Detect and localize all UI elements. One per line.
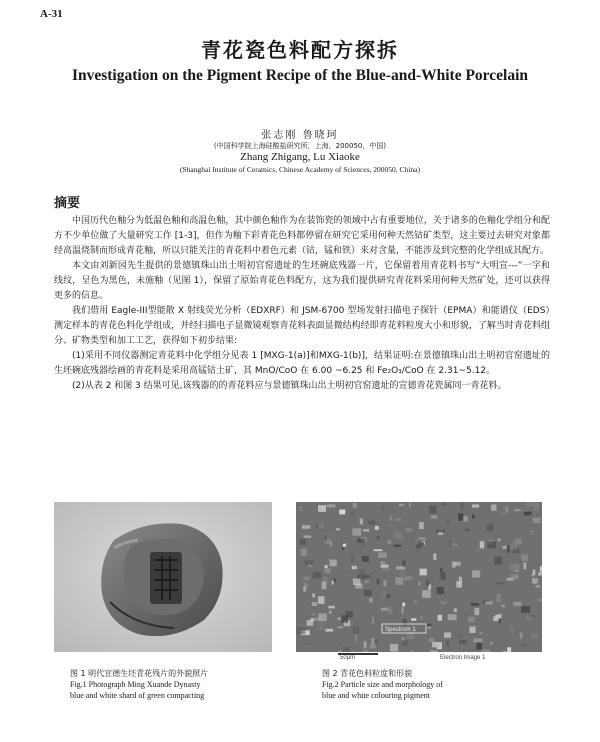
pigment-particle: [429, 638, 434, 642]
pigment-particle: [388, 541, 392, 545]
paragraph-2: 本文由刘新园先生提供的景德镇珠山出土明初官窑遗址的生坯碗底残器一片，它保留着用青花料书写“大明宣---”一字和线纹，呈色为黑色，未施釉（见图 1），保留了原始青花色料配方，这为我们提供研究青花料采用何种天然矿处，还可以获得更多的信息。: [54, 261, 550, 301]
pigment-particle: [364, 590, 372, 596]
pigment-particle: [394, 545, 401, 547]
pigment-particle: [304, 643, 312, 645]
figure-1-shard-photo: [54, 502, 272, 652]
pigment-particle: [330, 560, 337, 567]
pigment-particle: [485, 602, 488, 605]
pigment-particle: [316, 524, 319, 528]
pigment-particle: [418, 582, 420, 586]
pigment-particle: [493, 617, 499, 622]
pigment-particle: [505, 506, 508, 512]
pigment-particle: [422, 590, 431, 598]
pigment-particle: [304, 583, 307, 589]
paragraph-3: 我们借用 Eagle-III型能散 X 射线荧光分析（EDXRF）和 JSM-6700 型场发射扫描电子探针（EPMA）和能谱仪（EDS）测定样本的青花色料化学组成，并经扫描电子显微镜观察青花料表面显微结构经即青花料粒度大小和形貌，了解当时青花料组分、矿物类型和加工工艺，获得如下初步结果:: [54, 306, 550, 346]
pigment-particle: [390, 644, 398, 652]
pigment-particle: [453, 543, 458, 546]
pigment-particle: [534, 503, 540, 510]
pigment-particle: [407, 613, 409, 620]
pigment-particle: [304, 536, 312, 538]
pigment-particle: [416, 544, 422, 548]
pigment-particle: [525, 536, 534, 543]
pigment-particle: [381, 561, 386, 565]
pigment-particle: [399, 570, 404, 577]
pigment-particle: [298, 604, 302, 607]
pigment-particle: [526, 617, 534, 620]
pigment-particle: [520, 644, 525, 647]
page-id: A-31: [40, 8, 63, 20]
pigment-particle: [521, 555, 528, 561]
figure-1-caption: [70, 668, 280, 701]
pigment-particle: [426, 579, 429, 586]
pigment-particle: [382, 505, 385, 512]
pigment-particle: [377, 536, 380, 539]
title-english: Investigation on the Pigment Recipe of the Blue-and-White Porcelain: [71, 67, 529, 84]
pigment-particle: [521, 606, 530, 613]
pigment-particle: [480, 541, 485, 548]
title-chinese: 青花瓷色料配方探拆: [201, 38, 399, 62]
pigment-particle: [430, 506, 437, 514]
pigment-particle: [360, 519, 363, 525]
pigment-particle: [395, 577, 403, 585]
pigment-particle: [396, 566, 405, 569]
pigment-particle: [508, 587, 514, 591]
pigment-particle: [459, 640, 467, 644]
pigment-particle: [325, 629, 333, 632]
pigment-particle: [501, 605, 505, 607]
pigment-particle: [420, 569, 427, 576]
pigment-particle: [536, 650, 539, 653]
pigment-particle: [352, 528, 361, 535]
pigment-particle: [474, 608, 479, 615]
pigment-particle: [433, 553, 436, 560]
pigment-particle: [369, 598, 373, 603]
pigment-particle: [409, 503, 411, 508]
pigment-particle: [402, 640, 408, 646]
pigment-particle: [363, 646, 365, 649]
pigment-particle: [353, 578, 361, 585]
shard-illustration: [54, 502, 272, 652]
pigment-particle: [353, 503, 357, 508]
pigment-particle: [312, 594, 315, 598]
pigment-particle: [472, 505, 479, 508]
scale-label: 50μm: [340, 655, 356, 661]
pigment-particle: [413, 600, 417, 603]
pigment-particle: [375, 639, 379, 645]
pigment-particle: [317, 623, 324, 631]
pigment-particle: [313, 572, 321, 579]
pigment-particle: [301, 549, 307, 557]
pigment-particle: [383, 580, 386, 586]
pigment-particle: [365, 575, 371, 577]
pigment-particle: [312, 602, 317, 606]
pigment-particle: [390, 516, 393, 521]
pigment-particle: [432, 642, 441, 647]
pigment-particle: [419, 522, 424, 529]
pigment-particle: [404, 576, 413, 580]
figure-2-caption: [322, 668, 552, 701]
pigment-particle: [345, 581, 352, 584]
pigment-particle: [472, 515, 475, 519]
pigment-particle: [441, 503, 446, 507]
paragraph-5: (2)从表 2 和图 3 结果可见,该残器的的青花料应与景德镇珠山出土明初官窑遗址的宣德青花瓷属同一青花料。: [72, 381, 507, 391]
pigment-particle: [463, 644, 467, 649]
pigment-particle: [370, 644, 376, 648]
pigment-particle: [341, 615, 348, 623]
pigment-particle: [437, 587, 444, 594]
pigment-particle: [415, 540, 418, 543]
pigment-particle: [514, 509, 521, 511]
pigment-particle: [431, 515, 437, 518]
pigment-particle: [415, 548, 420, 551]
pigment-particle: [327, 504, 336, 507]
pigment-particle: [477, 642, 482, 650]
pigment-particle: [454, 608, 457, 612]
pigment-particle: [480, 632, 483, 634]
pigment-particle: [325, 565, 328, 568]
pigment-particle: [338, 618, 341, 620]
pigment-particle: [341, 510, 344, 513]
pigment-particle: [411, 618, 416, 621]
pigment-particle: [524, 511, 532, 515]
pigment-particle: [524, 563, 527, 570]
pigment-particle: [458, 513, 463, 521]
pigment-particle: [357, 539, 365, 543]
pigment-particle: [360, 570, 366, 576]
authors-chinese: 张志刚 鲁晓珂: [261, 130, 339, 141]
pigment-particle: [456, 581, 462, 588]
pigment-particle: [482, 650, 491, 652]
pigment-particle: [402, 607, 404, 614]
pigment-particle: [324, 535, 326, 541]
pigment-particle: [389, 524, 394, 529]
pigment-particle: [454, 562, 461, 566]
pigment-particle: [475, 548, 482, 553]
pigment-particle: [372, 617, 374, 624]
pigment-particle: [351, 512, 354, 517]
pigment-particle: [495, 582, 504, 584]
pigment-particle: [471, 603, 479, 606]
pigment-particle: [363, 650, 368, 652]
pigment-particle: [402, 603, 405, 607]
pigment-particle: [487, 541, 496, 548]
pigment-particle: [330, 541, 332, 547]
pigment-particle: [351, 555, 354, 562]
pigment-particle: [511, 574, 518, 579]
pigment-particle: [509, 564, 517, 570]
pigment-particle: [496, 594, 500, 602]
pigment-particle: [381, 565, 389, 568]
affiliation-chinese: (中国科学院上海硅酸盐研究所，上海，200050，中国): [213, 142, 387, 150]
pigment-particle: [491, 504, 496, 510]
pigment-particle: [371, 638, 375, 644]
pigment-particle: [507, 545, 510, 552]
fig2-caption-en-2: blue and white colouring pigment: [322, 691, 430, 700]
pigment-particle: [421, 616, 424, 624]
spectrum-label: Spectrum 1: [385, 627, 416, 633]
pigment-particle: [419, 537, 426, 540]
pigment-particle: [299, 539, 306, 545]
pigment-particle: [305, 560, 314, 565]
pigment-particle: [532, 574, 534, 576]
pigment-particle: [540, 566, 542, 572]
pigment-particle: [502, 506, 505, 508]
pigment-particle: [490, 642, 493, 645]
pigment-particle: [324, 568, 330, 573]
pigment-particle: [328, 606, 335, 609]
pigment-particle: [322, 582, 327, 590]
pigment-particle: [310, 618, 314, 621]
pigment-particle: [513, 602, 522, 606]
pigment-particle: [538, 572, 542, 575]
pigment-particle: [303, 577, 310, 581]
pigment-particle: [381, 608, 388, 611]
pigment-particle: [362, 556, 369, 562]
pigment-particle: [446, 520, 450, 525]
fig2-caption-cn: 图 2 青花色料粒度和形貌: [322, 669, 413, 678]
pigment-particle: [299, 507, 302, 512]
pigment-particle: [507, 647, 511, 652]
pigment-particle: [360, 543, 365, 548]
pigment-particle: [444, 632, 451, 638]
pigment-particle: [333, 527, 337, 530]
pigment-particle: [355, 635, 358, 643]
affiliation-english: (Shanghai Institute of Ceramics, Chinese Academy of Sciences, 200050, China): [180, 165, 420, 174]
pigment-particle: [535, 585, 540, 588]
pigment-particle: [526, 502, 535, 506]
pigment-particle: [520, 632, 523, 638]
pigment-particle: [470, 626, 476, 633]
pigment-particle: [499, 512, 508, 515]
pigment-particle: [430, 651, 438, 653]
pigment-particle: [465, 613, 469, 617]
pigment-particle: [533, 518, 541, 523]
pigment-particle: [531, 530, 534, 535]
pigment-particle: [498, 539, 501, 541]
pigment-particle: [368, 521, 375, 525]
pigment-particle: [440, 568, 442, 572]
pigment-particle: [394, 531, 403, 539]
pigment-particle: [314, 617, 322, 620]
pigment-particle: [440, 601, 446, 604]
pigment-particle: [321, 564, 324, 568]
pigment-particle: [318, 505, 326, 512]
abstract-heading: 摘要: [54, 196, 81, 211]
pigment-particle: [430, 575, 434, 581]
pigment-particle: [406, 528, 412, 532]
fig2-caption-en-1: Fig.2 Particle size and morphology of: [322, 680, 443, 689]
electron-image-label: Electron Image 1: [440, 655, 486, 661]
pigment-particle: [352, 566, 357, 569]
pigment-particle: [363, 529, 369, 531]
pigment-particle: [511, 626, 514, 634]
paragraph-1: 中国历代色釉分为低温色釉和高温色釉，其中颜色釉作为在装饰瓷的领域中占有重要地位，关于诸多的色釉化学组分和配方不少单位做了大量研究工作 [1-3]，但作为釉下彩青花色料都停留在研究它采用何种天然钴矿类型，这主要过去研究对象都经高温烧制而形成青花釉，所以只能关注的青花料中着色元素（钴，锰和铁）来对含量，不能涉及到完整的化学组成其配方。: [54, 216, 550, 256]
pigment-particle: [364, 580, 369, 583]
pigment-particle: [438, 615, 443, 621]
pigment-particle: [468, 617, 475, 622]
figure-2-micrograph: [296, 502, 542, 652]
pigment-particle: [332, 581, 334, 585]
pigment-particle: [318, 596, 325, 604]
pigment-particle: [537, 599, 542, 602]
pigment-particle: [395, 518, 401, 521]
pigment-particle: [436, 530, 445, 533]
sem-micrograph: [296, 502, 542, 652]
pigment-particle: [449, 539, 451, 547]
pigment-particle: [381, 591, 386, 598]
pigment-particle: [411, 651, 413, 652]
pigment-particle: [446, 641, 449, 647]
pigment-particle: [375, 526, 379, 530]
pigment-particle: [329, 611, 332, 614]
pigment-particle: [378, 552, 387, 558]
pigment-particle: [388, 606, 393, 614]
abstract-body: [54, 214, 550, 394]
pigment-particle: [374, 549, 383, 551]
pigment-particle: [472, 570, 480, 577]
authors-english: Zhang Zhigang, Lu Xiaoke: [240, 151, 360, 163]
pigment-particle: [448, 614, 457, 620]
paragraph-4: (1)采用不同仪器测定青花料中化学组分见表 1 [MXG-1(a)]和MXG-1(b)]，结果证明:在景德镇珠山出土明初官窑遗址的生坯碗底残器绘画的青花料是采用高锰钴土矿，其 MnO/CoO 在 6.00 ~6.25 和 Fe₂O₃/CoO 在 2.31~5.12。: [54, 351, 550, 376]
pigment-particle: [403, 619, 408, 625]
pigment-particle: [377, 579, 380, 585]
pigment-particle: [473, 638, 482, 642]
pigment-particle: [382, 568, 390, 571]
pigment-particle: [461, 502, 464, 509]
pigment-particle: [458, 633, 463, 637]
pigment-particle: [499, 619, 501, 624]
pigment-particle: [494, 557, 502, 565]
pigment-particle: [503, 651, 506, 652]
pigment-particle: [342, 548, 345, 550]
pigment-particle: [399, 504, 404, 507]
pigment-particle: [428, 627, 431, 629]
pigment-particle: [342, 647, 349, 653]
pigment-particle: [302, 525, 310, 529]
pigment-particle: [343, 544, 346, 547]
pigment-particle: [531, 634, 538, 639]
fig1-caption-en-1: Fig.1 Photograph Ming Xuande Dynasty: [70, 680, 201, 689]
fig1-caption-en-2: blue and white shard of green compacting: [70, 691, 205, 700]
pigment-particle: [353, 627, 360, 634]
pigment-particle: [510, 543, 517, 550]
pigment-particle: [336, 528, 340, 530]
pigment-particle: [465, 529, 469, 532]
pigment-particle: [338, 626, 343, 628]
pigment-particle: [297, 627, 306, 634]
fig1-caption-cn: 图 1 明代宣德生坯青花残片的外貌照片: [70, 669, 209, 678]
pigment-particle: [532, 578, 538, 584]
pigment-particle: [522, 506, 530, 512]
pigment-particle: [487, 524, 494, 531]
pigment-particle: [311, 613, 315, 615]
pigment-particle: [334, 579, 337, 582]
pigment-particle: [325, 531, 328, 534]
pigment-particle: [441, 572, 446, 579]
